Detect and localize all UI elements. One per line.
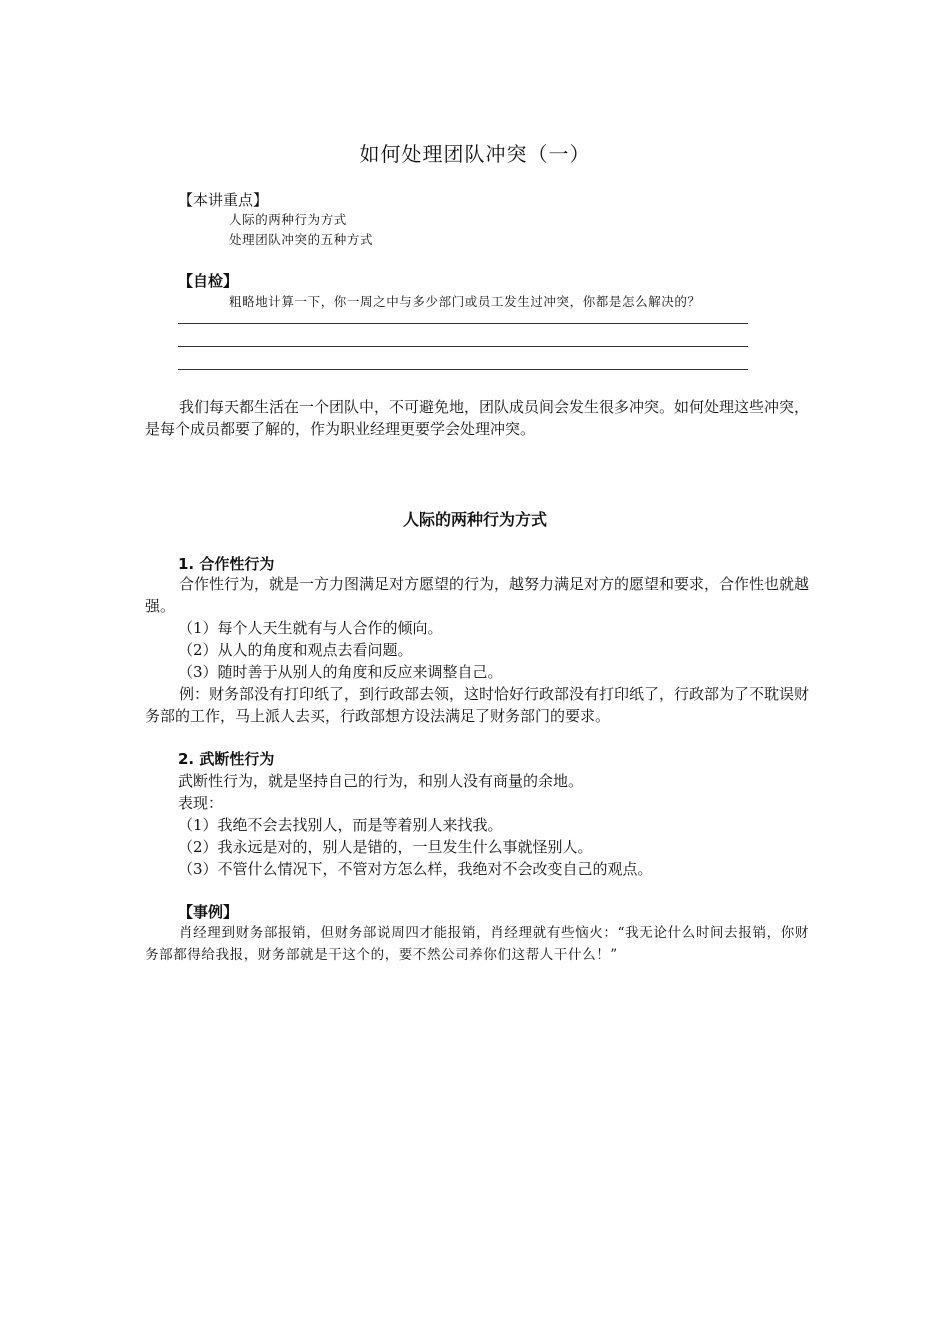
assertive-point: （3）不管什么情况下，不管对方怎么样，我绝对不会改变自己的观点。 <box>178 860 653 878</box>
intro-paragraph: 我们每天都生活在一个团队中，不可避免地，团队成员间会发生很多冲突。如何处理这些冲突，是每个成员都要了解的，作为职业经理更要学会处理冲突。 <box>145 398 810 438</box>
document-title: 如何处理团队冲突（一） <box>359 142 591 166</box>
cooperative-example: 例：财务部没有打印纸了，到行政部去领，这时恰好行政部没有打印纸了，行政部为了不耽误财务部的工作，马上派人去买，行政部想方设法满足了财务部门的要求。 <box>145 685 810 725</box>
assertive-definition: 武断性行为，就是坚持自己的行为，和别人没有商量的余地。 <box>178 772 584 790</box>
key-point-item: 人际的两种行为方式 <box>229 212 347 227</box>
answer-line <box>178 323 748 324</box>
answer-line <box>178 369 748 370</box>
cooperative-point: （2）从人的角度和观点去看问题。 <box>178 641 413 659</box>
cooperative-heading: 1. 合作性行为 <box>178 555 275 573</box>
assertive-point: （1）我绝不会去找别人，而是等着别人来找我。 <box>178 816 503 834</box>
case-text: 肖经理到财务部报销，但财务部说周四才能报销，肖经理就有些恼火：“我无论什么时间去报销，你财务部都得给我报，财务部就是干这个的，要不然公司养你们这帮人干什么！” <box>145 925 809 963</box>
assertive-heading: 2. 武断性行为 <box>178 750 275 768</box>
key-point-item: 处理团队冲突的五种方式 <box>229 232 374 247</box>
case-heading: 【事例】 <box>178 903 239 921</box>
self-check-question: 粗略地计算一下，你一周之中与多少部门或员工发生过冲突，你都是怎么解决的？ <box>229 294 701 309</box>
answer-line <box>178 346 748 347</box>
cooperative-definition: 合作性行为，就是一方力图满足对方愿望的行为，越努力满足对方的愿望和要求，合作性也就越强。 <box>145 575 810 615</box>
cooperative-point: （1）每个人天生就有与人合作的倾向。 <box>178 619 443 637</box>
section-title: 人际的两种行为方式 <box>402 510 547 529</box>
key-points-heading: 【本讲重点】 <box>178 191 269 209</box>
self-check-heading: 【自检】 <box>178 272 239 290</box>
assertive-manifest-label: 表现： <box>178 794 224 812</box>
cooperative-point: （3）随时善于从别人的角度和反应来调整自己。 <box>178 663 503 681</box>
assertive-point: （2）我永远是对的，别人是错的，一旦发生什么事就怪别人。 <box>178 838 593 856</box>
